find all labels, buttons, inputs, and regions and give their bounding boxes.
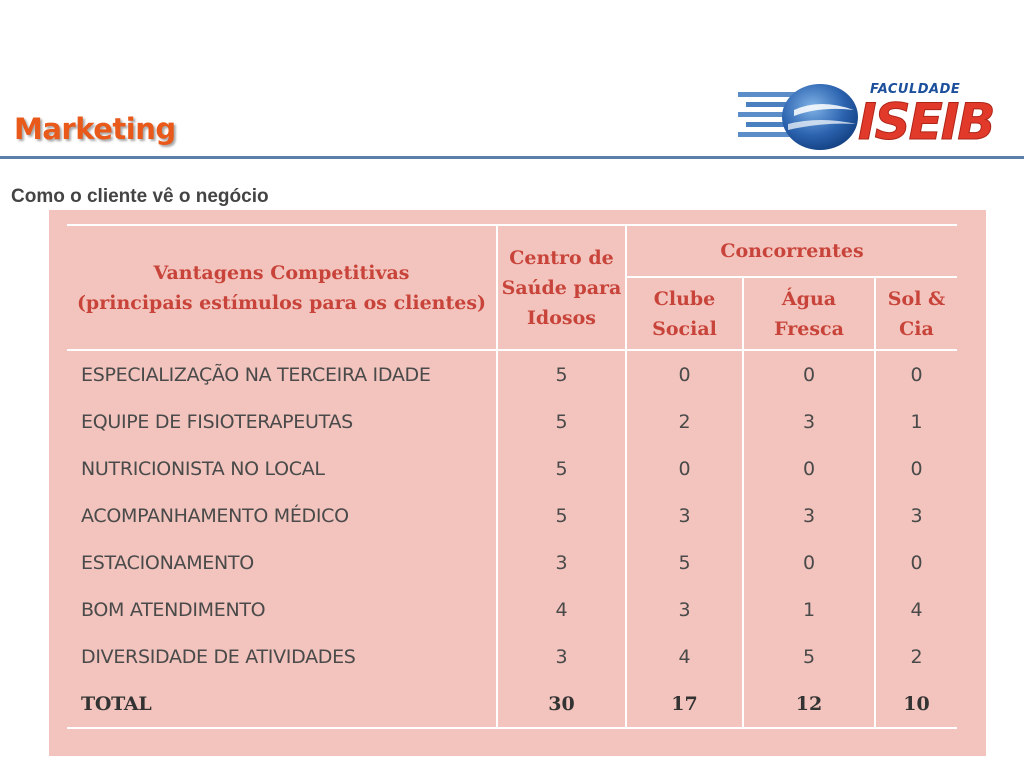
row-label: EQUIPE DE FISIOTERAPEUTAS bbox=[67, 398, 497, 445]
cell-agua: 3 bbox=[743, 398, 875, 445]
header-advantages bbox=[67, 225, 497, 350]
total-agua: 12 bbox=[743, 680, 875, 728]
header-comp2-line2: Fresca bbox=[774, 317, 844, 340]
total-centro: 30 bbox=[497, 680, 626, 728]
cell-sol: 0 bbox=[910, 457, 923, 480]
cell-clube: 3 bbox=[626, 586, 743, 633]
table-row bbox=[67, 492, 957, 539]
cell-clube: 3 bbox=[626, 492, 743, 539]
cell-sol: 0 bbox=[910, 551, 923, 574]
cell-centro: 5 bbox=[497, 350, 626, 398]
iseib-logo bbox=[736, 80, 1024, 156]
total-sol: 10 bbox=[903, 692, 930, 715]
table-row bbox=[67, 398, 957, 445]
cell-centro: 5 bbox=[497, 492, 626, 539]
cell-clube: 4 bbox=[626, 633, 743, 680]
table-row bbox=[67, 539, 957, 586]
cell-sol: 3 bbox=[910, 504, 923, 527]
total-clube: 17 bbox=[626, 680, 743, 728]
header-centro bbox=[497, 225, 626, 350]
header-comp3-line2: Cia bbox=[899, 317, 934, 340]
cell-centro: 5 bbox=[497, 398, 626, 445]
slide-subtitle: Como o cliente vê o negócio bbox=[11, 186, 269, 207]
cell-agua: 3 bbox=[743, 492, 875, 539]
header-centro-line1: Centro de bbox=[509, 246, 614, 269]
cell-centro: 3 bbox=[497, 539, 626, 586]
total-label: TOTAL bbox=[67, 680, 497, 728]
header-centro-line3: Idosos bbox=[527, 306, 596, 329]
total-row bbox=[67, 680, 957, 728]
row-label: ACOMPANHAMENTO MÉDICO bbox=[67, 492, 497, 539]
cell-clube: 0 bbox=[626, 350, 743, 398]
header-advantages-line1: Vantagens Competitivas bbox=[153, 261, 410, 284]
row-label: BOM ATENDIMENTO bbox=[67, 586, 497, 633]
header-comp1-line1: Clube bbox=[653, 287, 716, 310]
header-competitors: Concorrentes bbox=[626, 225, 957, 277]
cell-agua: 5 bbox=[743, 633, 875, 680]
row-label: NUTRICIONISTA NO LOCAL bbox=[67, 445, 497, 492]
title-divider bbox=[0, 156, 1024, 159]
cell-centro: 4 bbox=[497, 586, 626, 633]
cell-centro: 3 bbox=[497, 633, 626, 680]
logo-small-text: FACULDADE bbox=[870, 82, 961, 97]
header-centro-line2: Saúde para bbox=[501, 276, 622, 299]
cell-centro: 5 bbox=[497, 445, 626, 492]
header-comp3-line1: Sol & bbox=[887, 287, 946, 310]
cell-clube: 5 bbox=[626, 539, 743, 586]
cell-agua: 0 bbox=[743, 350, 875, 398]
logo-big-text: ISEIB bbox=[858, 93, 994, 151]
header-sol-cia bbox=[875, 277, 957, 350]
table-row bbox=[67, 633, 957, 680]
cell-agua: 1 bbox=[743, 586, 875, 633]
cell-sol: 4 bbox=[910, 598, 923, 621]
comparison-table bbox=[67, 224, 957, 729]
row-label: ESTACIONAMENTO bbox=[67, 539, 497, 586]
cell-agua: 0 bbox=[743, 445, 875, 492]
table-row bbox=[67, 586, 957, 633]
table-row bbox=[67, 350, 957, 398]
cell-sol: 1 bbox=[910, 410, 923, 433]
cell-sol: 2 bbox=[910, 645, 923, 668]
cell-agua: 0 bbox=[743, 539, 875, 586]
header-comp2-line1: Água bbox=[781, 287, 837, 310]
row-label: DIVERSIDADE DE ATIVIDADES bbox=[67, 633, 497, 680]
table-row bbox=[67, 445, 957, 492]
cell-clube: 2 bbox=[626, 398, 743, 445]
header-clube-social bbox=[626, 277, 743, 350]
comparison-table-panel bbox=[49, 210, 986, 756]
header-comp1-line2: Social bbox=[652, 317, 717, 340]
cell-sol: 0 bbox=[910, 363, 923, 386]
slide-title: Marketing bbox=[14, 112, 176, 146]
row-label: ESPECIALIZAÇÃO NA TERCEIRA IDADE bbox=[67, 350, 497, 398]
header-advantages-line2: (principais estímulos para os clientes) bbox=[76, 291, 487, 314]
header-agua-fresca bbox=[743, 277, 875, 350]
cell-clube: 0 bbox=[626, 445, 743, 492]
